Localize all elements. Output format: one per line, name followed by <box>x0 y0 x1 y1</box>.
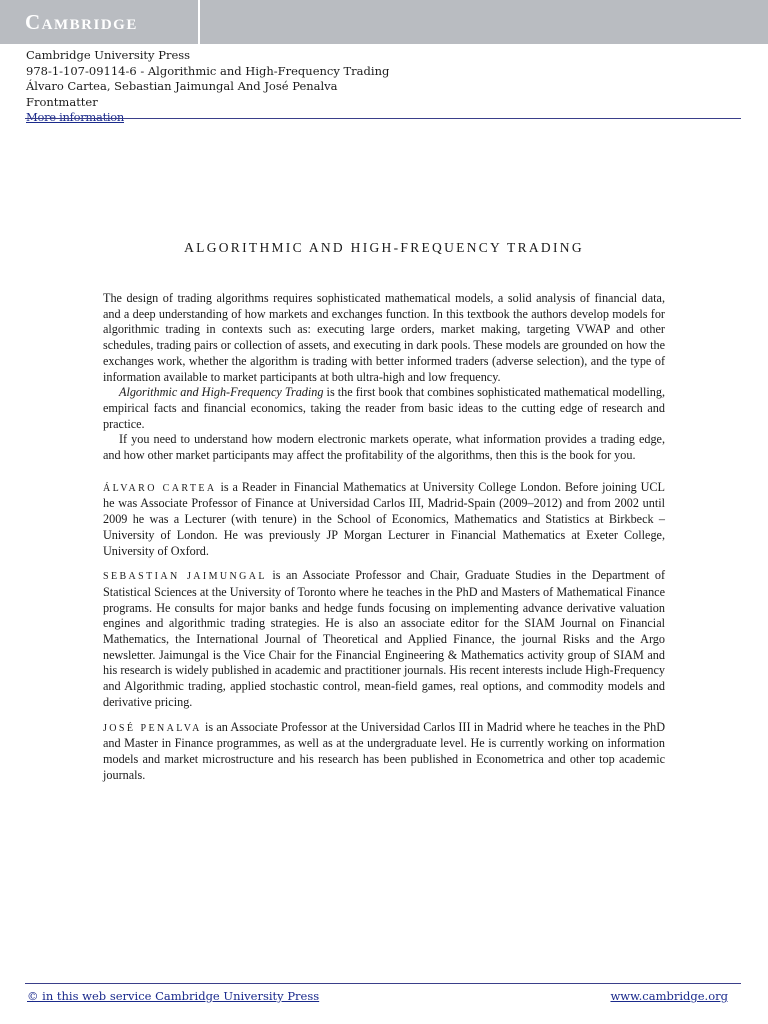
description-paragraph-3: If you need to understand how modern electronic markets operate, what information provides a trading edge, and how other market participants may affect the profitability of the algorithms, then this is the book for you. <box>103 432 665 463</box>
author-bio-text: is an Associate Professor and Chair, Graduate Studies in the Department of Statistical Sciences at the University of Toronto where he teaches in the PhD and Masters of Mathematical Finance programs. He consults for major banks and hedge funds focusing on implementing advance derivative valuation engines and algorithmic trading strategies. He is also an associate editor for the SIAM Journal on Financial Mathematics, the International Journal of Theoretical and Applied Finance, the journal Risks and the Argo newsletter. Jaimungal is the Vice Chair for the Financial Engineering & Mathematics activity group of SIAM and his research is widely published in academic and practitioner journals. His recent interests include High-Frequency and Algorithmic trading, applied stochastic control, mean-field games, real options, and commodity models and derivative pricing. <box>103 568 665 709</box>
header-bar <box>0 0 768 44</box>
catalog-metadata <box>26 48 389 126</box>
book-title-italic: Algorithmic and High-Frequency Trading <box>119 385 324 400</box>
author-bio-text: is a Reader in Financial Mathematics at University College London. Before joining UCL he was Associate Professor of Finance at Universidad Carlos III, Madrid-Spain (2009–2012) and from 2002 until 2009 he was a Lecturer (with tenure) in the School of Economics, Mathematics and Statistics at Birkbeck – University of London. He was previously JP Morgan Lecturer in Financial Mathematics at Exeter College, University of Oxford. <box>103 479 666 558</box>
footer-divider <box>25 983 741 984</box>
author-bio-penalva <box>103 720 665 784</box>
book-description <box>103 291 665 783</box>
author-bio-text: is an Associate Professor at the Universidad Carlos III in Madrid where he teaches in the PhD and Master in Finance programmes, as well as at the undergraduate level. He is currently working on information models and market microstructure and his research has been published in Econometrica and other top academic journals. <box>103 719 665 782</box>
author-name: SEBASTIAN JAIMUNGAL <box>103 571 267 583</box>
author-bio-cartea <box>103 480 665 560</box>
header-divider <box>25 118 741 119</box>
authors-line: Álvaro Cartea, Sebastian Jaimungal And José Penalva <box>26 79 338 93</box>
copyright-link[interactable]: © in this web service Cambridge University Press <box>27 989 320 1003</box>
paragraph-2-text: is the first book that combines sophisticated mathematical modelling, empirical facts and financial economics, taking the reader from basic ideas to the cutting edge of research and practice. <box>103 385 665 431</box>
publisher-logo: Cambridge <box>0 0 200 44</box>
author-name: JOSÉ PENALVA <box>103 722 202 734</box>
author-name: ÁLVARO CARTEA <box>103 482 217 494</box>
section-label: Frontmatter <box>26 94 98 109</box>
isbn-title: 978-1-107-09114-6 - Algorithmic and High-Frequency Trading <box>26 63 390 78</box>
author-bio-jaimungal <box>103 568 665 710</box>
book-title: ALGORITHMIC AND HIGH-FREQUENCY TRADING <box>184 240 584 255</box>
website-link[interactable]: www.cambridge.org <box>610 989 728 1003</box>
description-paragraph-2 <box>103 385 665 432</box>
description-paragraph-1: The design of trading algorithms requires sophisticated mathematical models, a solid analysis of financial data, and a deep understanding of how markets and exchanges function. In this textbook the authors develop models for algorithmic trading in contexts such as: executing large orders, market making, targeting VWAP and other schedules, trading pairs or collection of assets, and executing in dark pools. These models are grounded on how the exchanges work, whether the algorithm is trading with better informed traders (adverse selection), and the type of information available to market participants at both ultra-high and low frequency. <box>103 291 665 384</box>
publisher-name: Cambridge University Press <box>26 48 191 62</box>
more-information-link[interactable]: More information <box>26 110 125 124</box>
